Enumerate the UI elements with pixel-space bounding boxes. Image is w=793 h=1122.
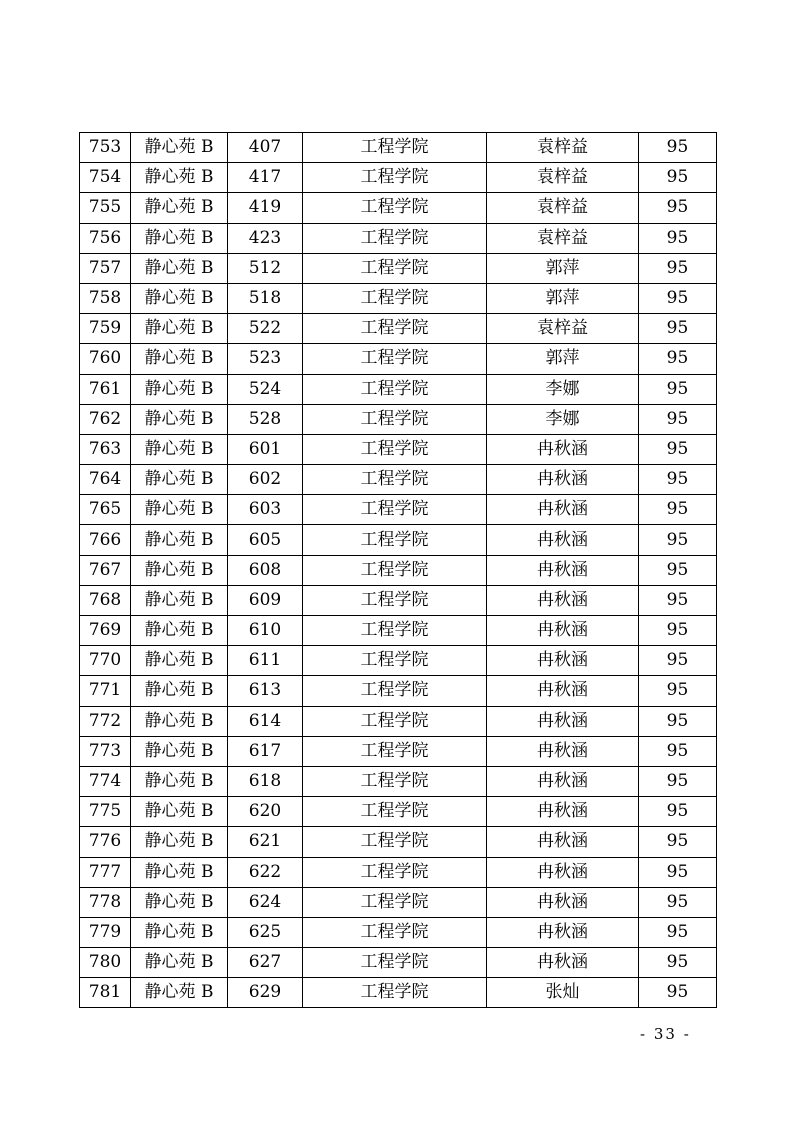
table-row [80, 223, 717, 253]
table-row [80, 374, 717, 404]
serial-number-cell: 760 [80, 344, 131, 374]
score-cell: 95 [639, 555, 717, 585]
college-cell: 工程学院 [303, 646, 487, 676]
room-cell: 618 [228, 766, 303, 796]
college-cell: 工程学院 [303, 344, 487, 374]
college-cell: 工程学院 [303, 465, 487, 495]
room-cell: 613 [228, 676, 303, 706]
building-cell: 静心苑 B [131, 404, 228, 434]
name-cell: 冉秋涵 [487, 736, 639, 766]
college-cell: 工程学院 [303, 495, 487, 525]
room-cell: 602 [228, 465, 303, 495]
serial-number-cell: 772 [80, 706, 131, 736]
serial-number-cell: 764 [80, 465, 131, 495]
name-cell: 冉秋涵 [487, 766, 639, 796]
serial-number-cell: 767 [80, 555, 131, 585]
name-cell: 冉秋涵 [487, 495, 639, 525]
table-row [80, 253, 717, 283]
name-cell: 冉秋涵 [487, 646, 639, 676]
building-cell: 静心苑 B [131, 616, 228, 646]
building-cell: 静心苑 B [131, 706, 228, 736]
serial-number-cell: 777 [80, 857, 131, 887]
building-cell: 静心苑 B [131, 163, 228, 193]
building-cell: 静心苑 B [131, 253, 228, 283]
room-cell: 625 [228, 917, 303, 947]
table-row [80, 163, 717, 193]
room-cell: 617 [228, 736, 303, 766]
name-cell: 李娜 [487, 404, 639, 434]
building-cell: 静心苑 B [131, 917, 228, 947]
college-cell: 工程学院 [303, 163, 487, 193]
serial-number-cell: 759 [80, 314, 131, 344]
table-body [80, 133, 717, 1008]
name-cell: 冉秋涵 [487, 887, 639, 917]
score-cell: 95 [639, 193, 717, 223]
college-cell: 工程学院 [303, 797, 487, 827]
score-cell: 95 [639, 314, 717, 344]
room-cell: 621 [228, 827, 303, 857]
building-cell: 静心苑 B [131, 857, 228, 887]
name-cell: 冉秋涵 [487, 434, 639, 464]
score-cell: 95 [639, 163, 717, 193]
name-cell: 张灿 [487, 978, 639, 1008]
score-cell: 95 [639, 495, 717, 525]
table-row [80, 585, 717, 615]
name-cell: 冉秋涵 [487, 525, 639, 555]
serial-number-cell: 773 [80, 736, 131, 766]
table-row [80, 676, 717, 706]
score-cell: 95 [639, 766, 717, 796]
building-cell: 静心苑 B [131, 887, 228, 917]
building-cell: 静心苑 B [131, 283, 228, 313]
table-row [80, 827, 717, 857]
dormitory-score-table-container [79, 132, 716, 1008]
building-cell: 静心苑 B [131, 223, 228, 253]
serial-number-cell: 769 [80, 616, 131, 646]
serial-number-cell: 780 [80, 948, 131, 978]
college-cell: 工程学院 [303, 314, 487, 344]
score-cell: 95 [639, 646, 717, 676]
score-cell: 95 [639, 676, 717, 706]
score-cell: 95 [639, 706, 717, 736]
college-cell: 工程学院 [303, 676, 487, 706]
serial-number-cell: 758 [80, 283, 131, 313]
college-cell: 工程学院 [303, 706, 487, 736]
room-cell: 603 [228, 495, 303, 525]
name-cell: 冉秋涵 [487, 857, 639, 887]
room-cell: 601 [228, 434, 303, 464]
score-cell: 95 [639, 253, 717, 283]
college-cell: 工程学院 [303, 766, 487, 796]
building-cell: 静心苑 B [131, 465, 228, 495]
college-cell: 工程学院 [303, 525, 487, 555]
serial-number-cell: 781 [80, 978, 131, 1008]
table-row [80, 133, 717, 163]
name-cell: 冉秋涵 [487, 706, 639, 736]
score-cell: 95 [639, 797, 717, 827]
building-cell: 静心苑 B [131, 797, 228, 827]
table-row [80, 917, 717, 947]
serial-number-cell: 779 [80, 917, 131, 947]
score-cell: 95 [639, 887, 717, 917]
name-cell: 袁梓益 [487, 193, 639, 223]
building-cell: 静心苑 B [131, 193, 228, 223]
score-cell: 95 [639, 283, 717, 313]
college-cell: 工程学院 [303, 283, 487, 313]
name-cell: 冉秋涵 [487, 585, 639, 615]
dormitory-score-table [79, 132, 717, 1008]
table-row [80, 344, 717, 374]
building-cell: 静心苑 B [131, 646, 228, 676]
room-cell: 624 [228, 887, 303, 917]
score-cell: 95 [639, 434, 717, 464]
room-cell: 610 [228, 616, 303, 646]
score-cell: 95 [639, 374, 717, 404]
building-cell: 静心苑 B [131, 736, 228, 766]
building-cell: 静心苑 B [131, 314, 228, 344]
table-row [80, 797, 717, 827]
college-cell: 工程学院 [303, 133, 487, 163]
name-cell: 袁梓益 [487, 133, 639, 163]
table-row [80, 434, 717, 464]
college-cell: 工程学院 [303, 434, 487, 464]
serial-number-cell: 763 [80, 434, 131, 464]
room-cell: 608 [228, 555, 303, 585]
serial-number-cell: 755 [80, 193, 131, 223]
table-row [80, 314, 717, 344]
score-cell: 95 [639, 948, 717, 978]
table-row [80, 465, 717, 495]
name-cell: 冉秋涵 [487, 917, 639, 947]
page-number: - 33 - [640, 1025, 691, 1043]
table-row [80, 857, 717, 887]
score-cell: 95 [639, 736, 717, 766]
name-cell: 李娜 [487, 374, 639, 404]
name-cell: 郭萍 [487, 344, 639, 374]
room-cell: 419 [228, 193, 303, 223]
name-cell: 冉秋涵 [487, 827, 639, 857]
name-cell: 冉秋涵 [487, 797, 639, 827]
name-cell: 袁梓益 [487, 163, 639, 193]
name-cell: 袁梓益 [487, 314, 639, 344]
room-cell: 622 [228, 857, 303, 887]
building-cell: 静心苑 B [131, 766, 228, 796]
serial-number-cell: 761 [80, 374, 131, 404]
table-row [80, 283, 717, 313]
college-cell: 工程学院 [303, 917, 487, 947]
score-cell: 95 [639, 857, 717, 887]
table-row [80, 193, 717, 223]
serial-number-cell: 775 [80, 797, 131, 827]
score-cell: 95 [639, 344, 717, 374]
building-cell: 静心苑 B [131, 555, 228, 585]
table-row [80, 616, 717, 646]
table-row [80, 887, 717, 917]
college-cell: 工程学院 [303, 887, 487, 917]
building-cell: 静心苑 B [131, 133, 228, 163]
college-cell: 工程学院 [303, 193, 487, 223]
table-row [80, 948, 717, 978]
table-row [80, 978, 717, 1008]
serial-number-cell: 768 [80, 585, 131, 615]
table-row [80, 555, 717, 585]
building-cell: 静心苑 B [131, 374, 228, 404]
building-cell: 静心苑 B [131, 434, 228, 464]
college-cell: 工程学院 [303, 736, 487, 766]
serial-number-cell: 756 [80, 223, 131, 253]
room-cell: 518 [228, 283, 303, 313]
college-cell: 工程学院 [303, 404, 487, 434]
room-cell: 407 [228, 133, 303, 163]
building-cell: 静心苑 B [131, 676, 228, 706]
college-cell: 工程学院 [303, 223, 487, 253]
room-cell: 614 [228, 706, 303, 736]
name-cell: 冉秋涵 [487, 676, 639, 706]
room-cell: 620 [228, 797, 303, 827]
serial-number-cell: 778 [80, 887, 131, 917]
name-cell: 郭萍 [487, 283, 639, 313]
building-cell: 静心苑 B [131, 525, 228, 555]
name-cell: 冉秋涵 [487, 948, 639, 978]
college-cell: 工程学院 [303, 253, 487, 283]
table-row [80, 404, 717, 434]
college-cell: 工程学院 [303, 978, 487, 1008]
table-row [80, 766, 717, 796]
score-cell: 95 [639, 616, 717, 646]
room-cell: 417 [228, 163, 303, 193]
room-cell: 524 [228, 374, 303, 404]
room-cell: 605 [228, 525, 303, 555]
serial-number-cell: 774 [80, 766, 131, 796]
table-row [80, 646, 717, 676]
score-cell: 95 [639, 585, 717, 615]
score-cell: 95 [639, 917, 717, 947]
room-cell: 627 [228, 948, 303, 978]
building-cell: 静心苑 B [131, 585, 228, 615]
college-cell: 工程学院 [303, 857, 487, 887]
score-cell: 95 [639, 133, 717, 163]
serial-number-cell: 771 [80, 676, 131, 706]
room-cell: 523 [228, 344, 303, 374]
college-cell: 工程学院 [303, 948, 487, 978]
score-cell: 95 [639, 978, 717, 1008]
room-cell: 423 [228, 223, 303, 253]
building-cell: 静心苑 B [131, 978, 228, 1008]
table-row [80, 736, 717, 766]
table-row [80, 495, 717, 525]
score-cell: 95 [639, 525, 717, 555]
table-row [80, 525, 717, 555]
college-cell: 工程学院 [303, 827, 487, 857]
score-cell: 95 [639, 465, 717, 495]
building-cell: 静心苑 B [131, 344, 228, 374]
name-cell: 袁梓益 [487, 223, 639, 253]
serial-number-cell: 776 [80, 827, 131, 857]
building-cell: 静心苑 B [131, 827, 228, 857]
serial-number-cell: 766 [80, 525, 131, 555]
room-cell: 611 [228, 646, 303, 676]
name-cell: 冉秋涵 [487, 555, 639, 585]
college-cell: 工程学院 [303, 585, 487, 615]
college-cell: 工程学院 [303, 374, 487, 404]
college-cell: 工程学院 [303, 616, 487, 646]
serial-number-cell: 753 [80, 133, 131, 163]
room-cell: 512 [228, 253, 303, 283]
name-cell: 郭萍 [487, 253, 639, 283]
score-cell: 95 [639, 223, 717, 253]
room-cell: 609 [228, 585, 303, 615]
room-cell: 528 [228, 404, 303, 434]
score-cell: 95 [639, 827, 717, 857]
serial-number-cell: 765 [80, 495, 131, 525]
building-cell: 静心苑 B [131, 948, 228, 978]
serial-number-cell: 770 [80, 646, 131, 676]
table-row [80, 706, 717, 736]
name-cell: 冉秋涵 [487, 465, 639, 495]
serial-number-cell: 757 [80, 253, 131, 283]
name-cell: 冉秋涵 [487, 616, 639, 646]
college-cell: 工程学院 [303, 555, 487, 585]
score-cell: 95 [639, 404, 717, 434]
building-cell: 静心苑 B [131, 495, 228, 525]
serial-number-cell: 754 [80, 163, 131, 193]
room-cell: 629 [228, 978, 303, 1008]
room-cell: 522 [228, 314, 303, 344]
serial-number-cell: 762 [80, 404, 131, 434]
